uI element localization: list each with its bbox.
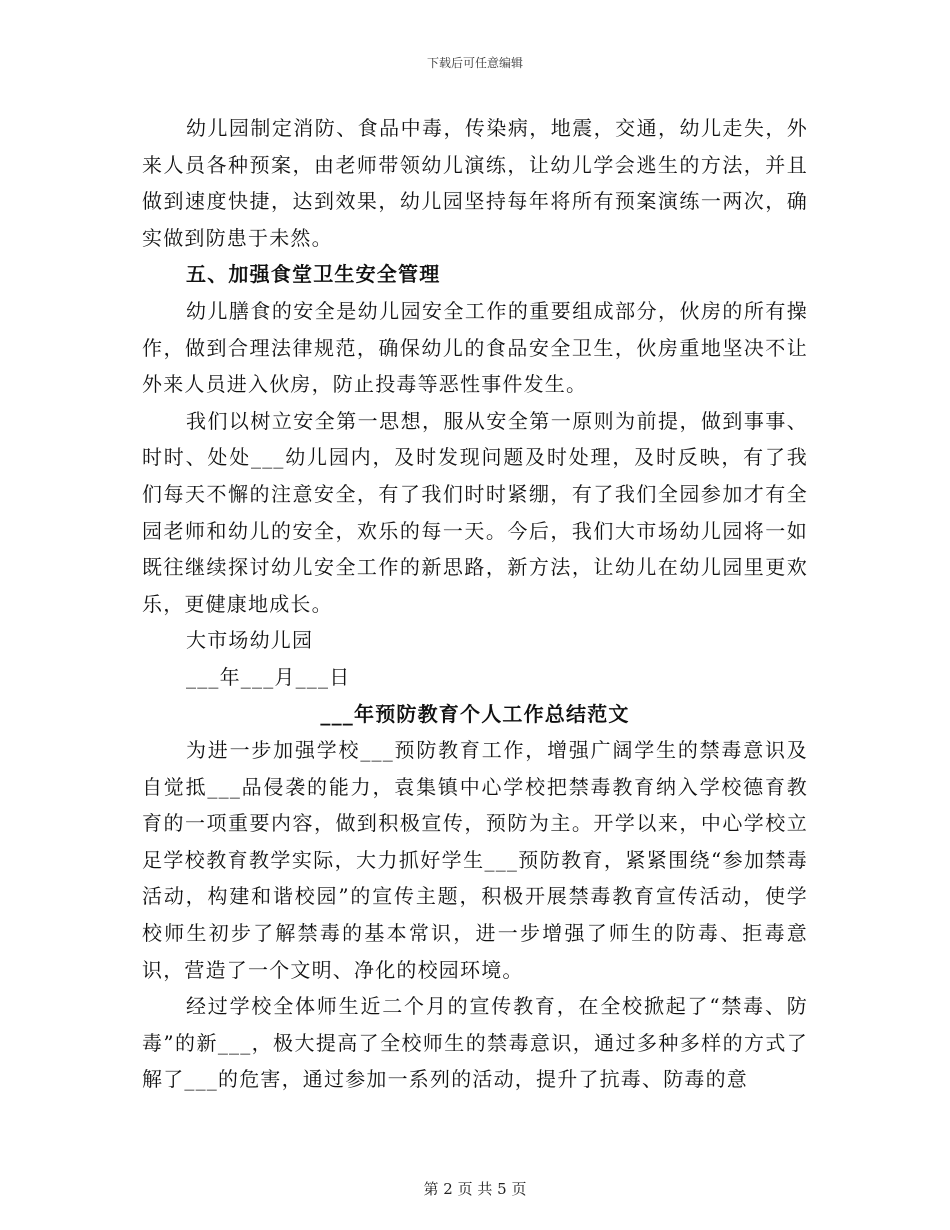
paragraph-safety-summary: 我们以树立安全第一思想，服从安全第一原则为前提，做到事事、时时、处处___幼儿园内，及时发现问题及时处理，及时反映，有了我们每天不懈的注意安全，有了我们时时紧绷，有了我们全园参加才有全园老师和幼儿的安全，欢乐的每一天。今后，我们大市场幼儿园将一如既往继续探讨幼儿安全工作的新思路，新方法，让幼儿在幼儿园里更欢乐，更健康地成长。	[142, 408, 808, 616]
paragraph-drug-prevention-intro: 为进一步加强学校___预防教育工作，增强广阔学生的禁毒意识及自觉抵___品侵袭的能力，袁集镇中心学校把禁毒教育纳入学校德育教育的一项重要内容，做到积极宣传，预防为主。开学以来，中心学校立足学校教育教学实际，大力抓好学生___预防教育，紧紧围绕“参加禁毒活动，构建和谐校园”的宣传主题，积极开展禁毒教育宣传活动，使学校师生初步了解禁毒的基本常识，进一步增强了师生的防毒、拒毒意识，营造了一个文明、净化的校园环境。	[142, 738, 808, 982]
paragraph-drug-prevention-results: 经过学校全体师生近二个月的宣传教育，在全校掀起了“禁毒、防毒”的新___，极大提高了全校师生的禁毒意识，通过多种多样的方式了解了___的危害，通过参加一系列的活动，提升了抗毒、防毒的意	[142, 994, 808, 1092]
signature-organization: 大市场幼儿园	[186, 628, 314, 653]
page-number: 第 2 页 共 5 页	[423, 1180, 527, 1198]
section-heading-canteen-safety: 五、加强食堂卫生安全管理	[186, 262, 441, 287]
paragraph-emergency-drills: 幼儿园制定消防、食品中毒，传染病，地震，交通，幼儿走失，外来人员各种预案，由老师带领幼儿演练，让幼儿学会逃生的方法，并且做到速度快捷，达到效果，幼儿园坚持每年将所有预案演练一两次，确实做到防患于未然。	[142, 116, 808, 250]
signature-date: ___年___月___日	[186, 664, 351, 689]
paragraph-food-safety: 幼儿膳食的安全是幼儿园安全工作的重要组成部分，伙房的所有操作，做到合理法律规范，确保幼儿的食品安全卫生，伙房重地坚决不让外来人员进入伙房，防止投毒等恶性事件发生。	[142, 298, 808, 397]
document-body	[142, 110, 808, 1098]
page-header-note: 下载后可任意编辑	[426, 56, 523, 70]
document-title-drug-prevention: ___年预防教育个人工作总结范文	[320, 701, 630, 726]
